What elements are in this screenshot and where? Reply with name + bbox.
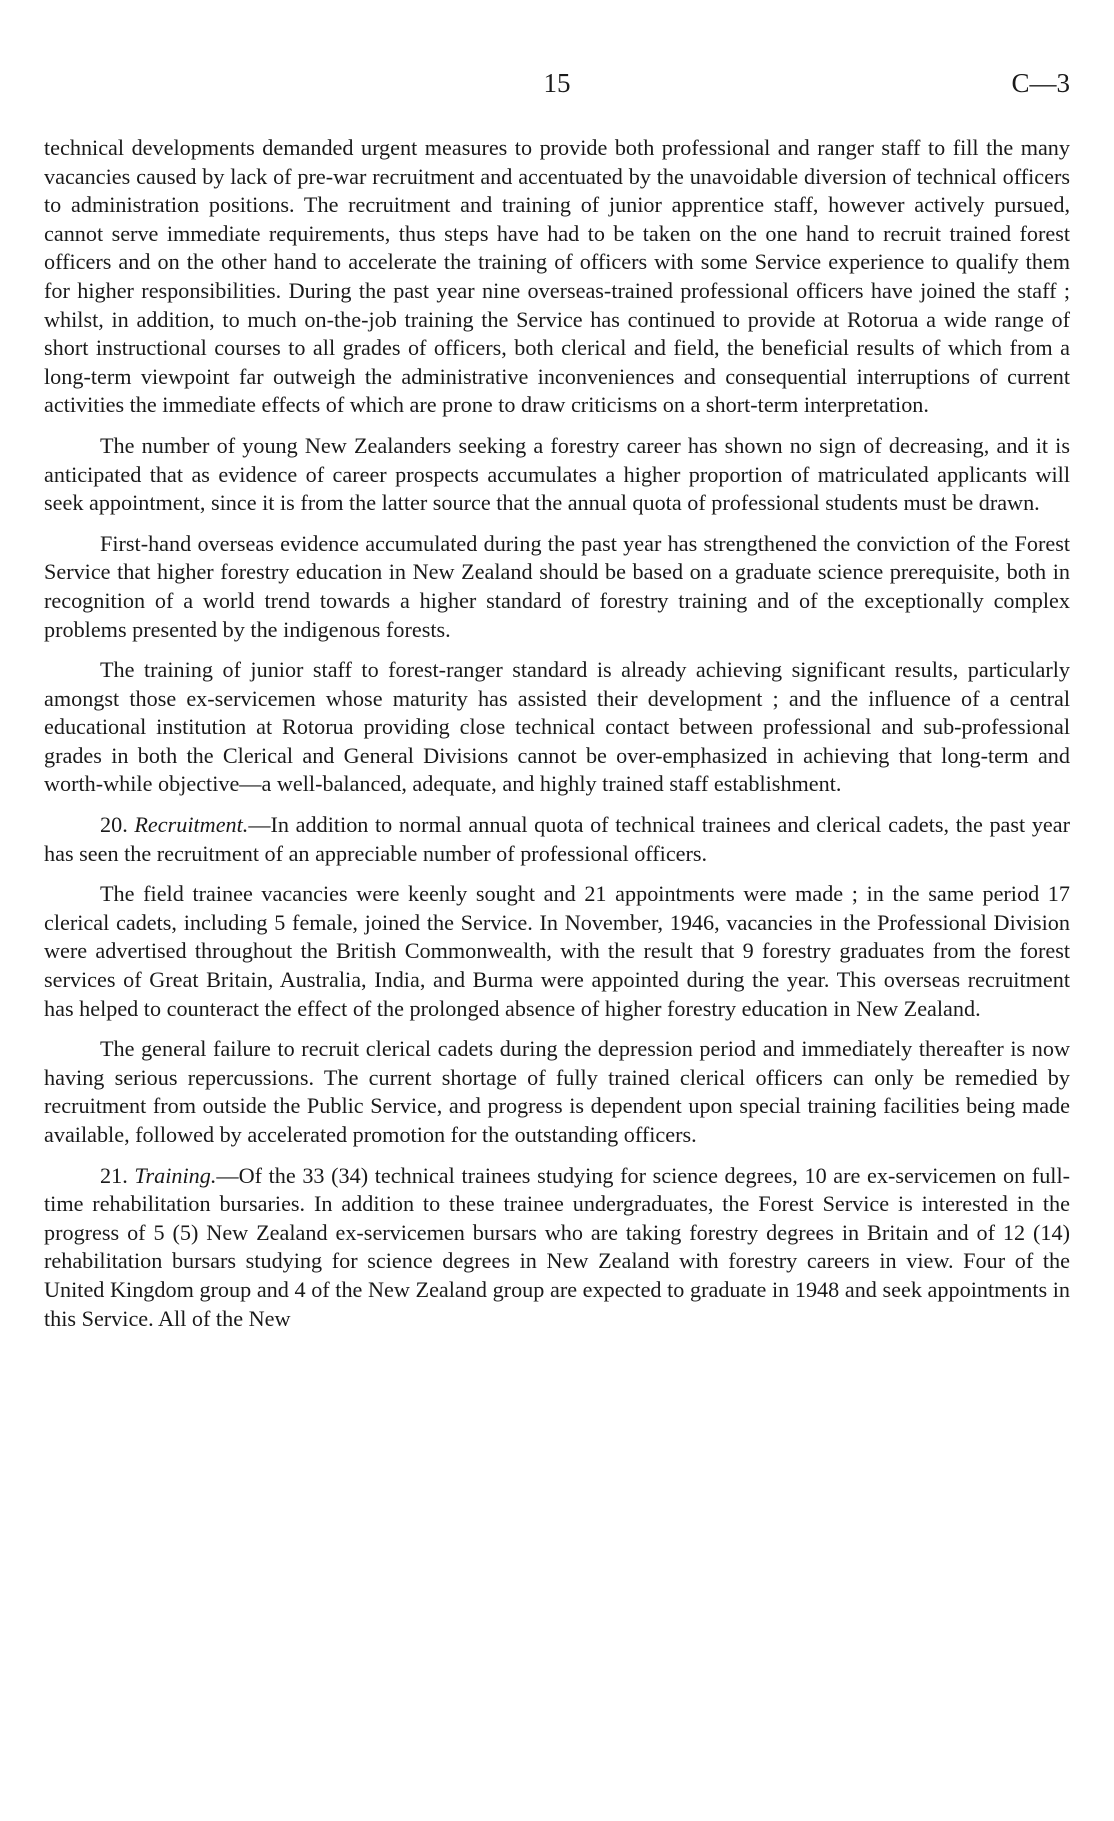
section-number: 20. [100,812,128,838]
document-page [44,68,1070,1345]
paragraph-training-text: —Of the 33 (34) technical trainees studying for science degrees, 10 are ex-servicemen on full-time rehabilitation bursaries. In addition to these trainee undergraduates, the Forest Service is interested in the progress of 5 (5) New Zealand ex-servicemen bursars who are taking forestry degrees in Britain and of 12 (14) rehabilitation bursars studying for science degrees in New Zealand with forestry careers in view. Four of the United Kingdom group and 4 of the New Zealand group are expected to graduate in 1948 and seek appointments in this Service. All of the New [44,1162,1071,1331]
paragraph-training [44,1162,1070,1334]
document-code: C—3 [1011,68,1070,98]
section-heading-recruitment: Recruitment. [134,812,249,838]
paragraph-ranger-training: The training of junior staff to forest-ranger standard is already achieving significant results, particularly amongst those ex-servicemen whose maturity has assisted their development ; and the influence of a central educational institution at Rotorua providing close technical contact between professional and sub-professional grades in both the Clerical and General Divisions cannot be over-emphasized in achieving that long-term and worth-while objective—a well-balanced, adequate, and highly trained staff establishment. [44,657,1070,797]
paragraph-field-trainees: The field trainee vacancies were keenly sought and 21 appointments were made ; in the same period 17 clerical cadets, including 5 female, joined the Service. In November, 1946, vacancies in the Professional Division were advertised throughout the British Commonwealth, with the result that 9 forestry graduates from the forest services of Great Britain, Australia, India, and Burma were appointed during the year. This overseas recruitment has helped to counteract the effect of the prolonged absence of higher forestry education in New Zealand. [44,881,1070,1021]
paragraph-recruitment [44,811,1070,868]
paragraph-continuation: technical developments demanded urgent measures to provide both professional and ranger staff to fill the many vacancies caused by lack of pre-war recruitment and accentuated by the unavoidable diversion of technical officers to administration positions. The recruitment and training of junior apprentice staff, however actively pursued, cannot serve immediate requirements, thus steps have had to be taken on the one hand to recruit trained forest officers and on the other hand to accelerate the training of officers with some Service experience to qualify them for higher responsibilities. During the past year nine overseas-trained professional officers have joined the staff ; whilst, in addition, to much on-the-job training the Service has continued to provide at Rotorua a wide range of short instructional courses to all grades of officers, both clerical and field, the beneficial results of which from a long-term viewpoint far outweigh the administrative inconveniences and consequential interruptions of current activities the immediate effects of which are prone to draw criticisms on a short-term interpretation. [44,135,1070,418]
paragraph-career-demand: The number of young New Zealanders seeking a forestry career has shown no sign of decreasing, and it is anticipated that as evidence of career prospects accumulates a higher proportion of matriculated applicants will seek appointment, since it is from the latter source that the annual quota of professional students must be drawn. [44,432,1070,516]
paragraph-clerical-cadets: The general failure to recruit clerical cadets during the depression period and immediately thereafter is now having serious repercussions. The current shortage of fully trained clerical officers can only be remedied by recruitment from outside the Public Service, and progress is dependent upon special training facilities being made available, followed by accelerated promotion for the outstanding officers. [44,1036,1070,1147]
paragraph-education: First-hand overseas evidence accumulated during the past year has strengthened the conviction of the Forest Service that higher forestry education in New Zealand should be based on a graduate science prerequisite, both in recognition of a world trend towards a higher standard of forestry training and of the exceptionally complex problems presented by the indigenous forests. [44,530,1070,642]
page-number: 15 [543,68,571,98]
section-number: 21. [100,1162,128,1188]
page-header [44,68,1070,108]
paragraph-recruitment-text: —In addition to normal annual quota of technical trainees and clerical cadets, the past year has seen the recruitment of an appreciable number of professional officers. [44,812,1070,866]
body-text [44,134,1070,1333]
section-heading-training: Training. [134,1162,217,1188]
